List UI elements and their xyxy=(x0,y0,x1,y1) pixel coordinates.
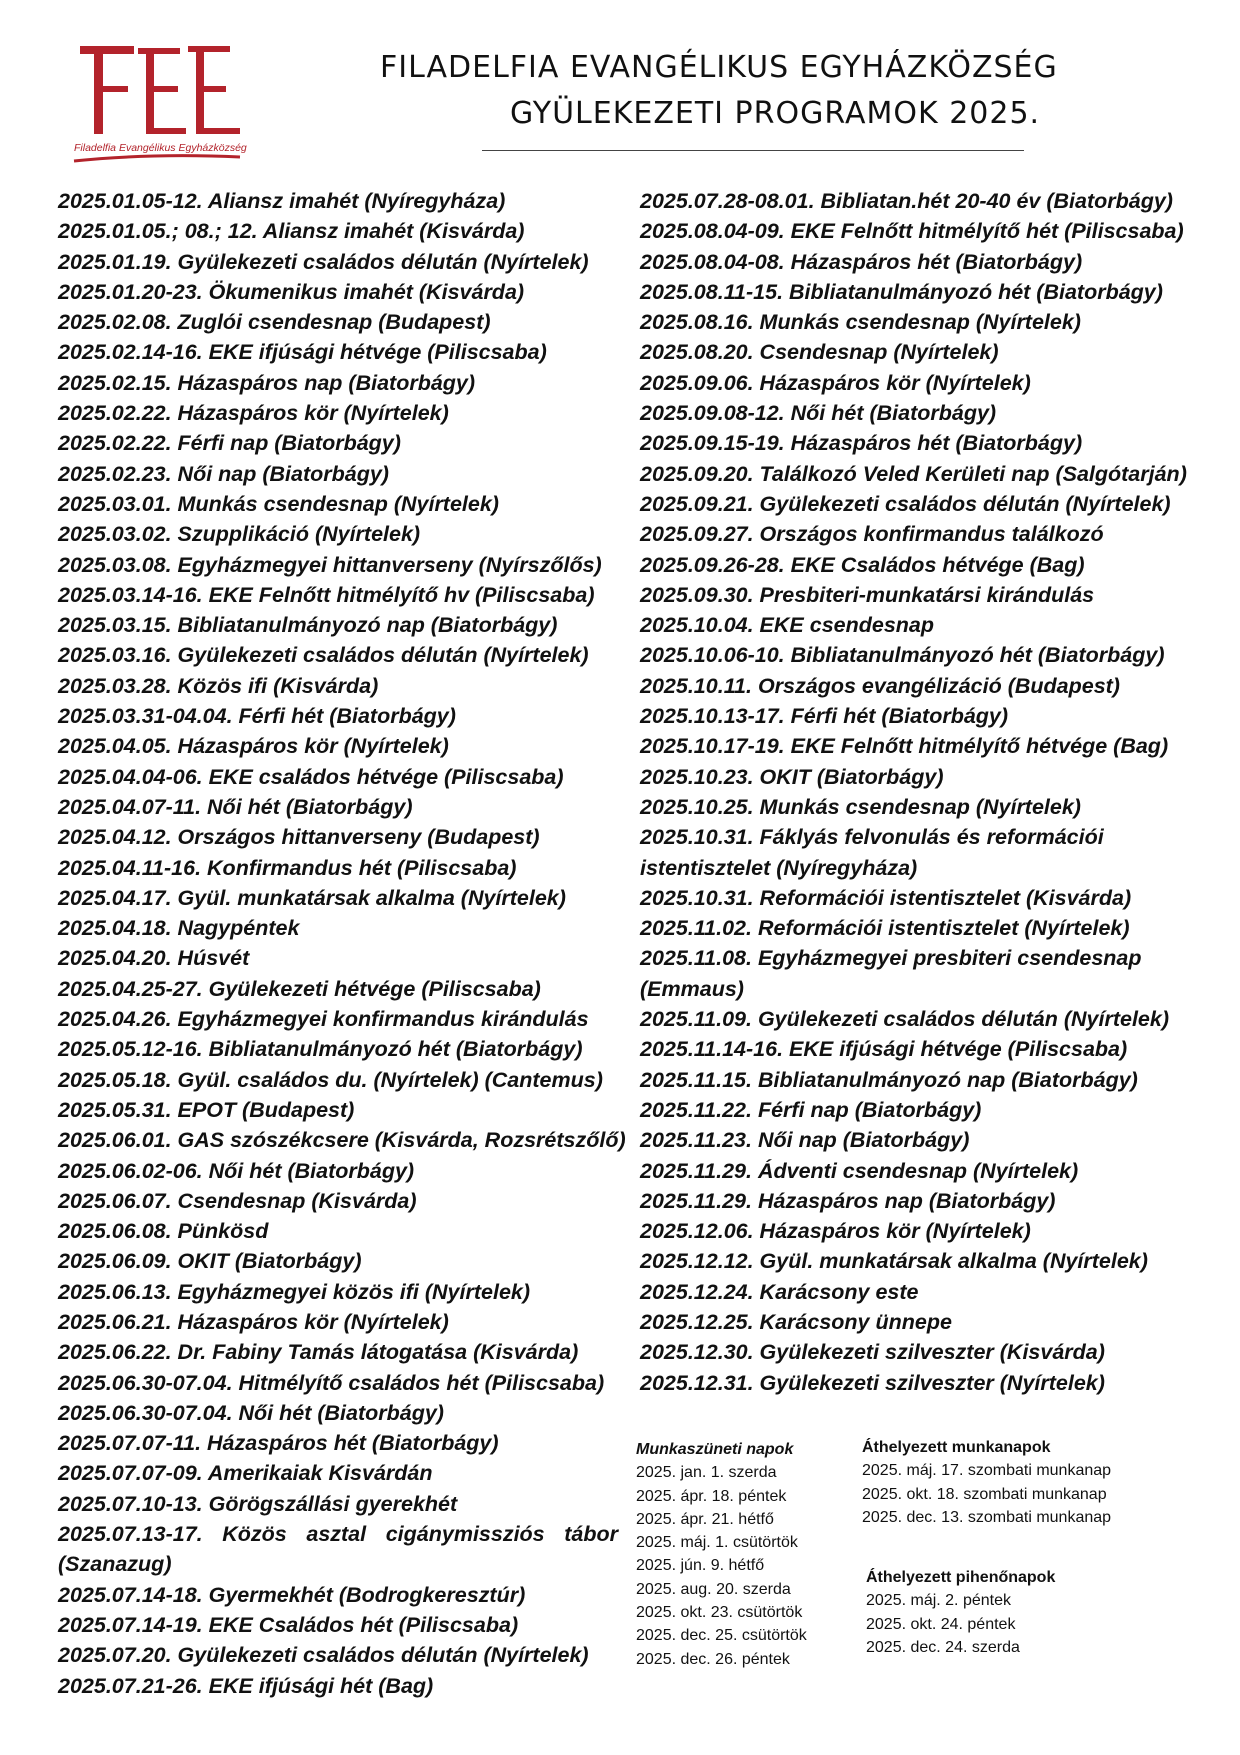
event-item: 2025.09.30. Presbiteri-munkatársi kirándulás xyxy=(640,582,1095,607)
event-item: 2025.07.07-11. Házaspáros hét (Biatorbágy) xyxy=(58,1431,499,1456)
event-item: 2025.01.20-23. Ökumenikus imahét (Kisvárda) xyxy=(58,279,525,304)
event-item: 2025.08.16. Munkás csendesnap (Nyírtelek) xyxy=(640,310,1081,335)
event-item: 2025.12.31. Gyülekezeti szilveszter (Nyírtelek) xyxy=(640,1370,1105,1395)
moved-restday-item: 2025. dec. 24. szerda xyxy=(866,1638,1020,1656)
event-item: 2025.11.22. Férfi nap (Biatorbágy) xyxy=(640,1097,982,1122)
holidays-list xyxy=(636,1461,856,1671)
logo-e2-top xyxy=(188,46,230,52)
holiday-item: 2025. jan. 1. szerda xyxy=(636,1464,777,1482)
logo-e1-bottom xyxy=(146,128,186,134)
event-item: 2025.08.11-15. Bibliatanulmányozó hét (Biatorbágy) xyxy=(640,279,1163,304)
holiday-item: 2025. okt. 23. csütörtök xyxy=(636,1604,803,1622)
event-item: 2025.06.30-07.04. Hitmélyítő családos hét (Piliscsaba) xyxy=(58,1370,605,1395)
event-item: 2025.07.20. Gyülekezeti családos délután (Nyírtelek) xyxy=(58,1643,589,1668)
moved-workday-item: 2025. máj. 17. szombati munkanap xyxy=(862,1462,1112,1480)
event-item: 2025.11.14-16. EKE ifjúsági hétvége (Piliscsaba) xyxy=(640,1037,1128,1062)
event-item: 2025.11.23. Női nap (Biatorbágy) xyxy=(640,1128,970,1153)
logo-caption: Filadelfia Evangélikus Egyházközség xyxy=(74,142,247,154)
event-item: 2025.09.15-19. Házaspáros hét (Biatorbágy) xyxy=(640,431,1083,456)
event-item: 2025.06.22. Dr. Fabiny Tamás látogatása (Kisvárda) xyxy=(58,1340,579,1365)
holiday-item: 2025. dec. 25. csütörtök xyxy=(636,1627,807,1645)
event-item: 2025.03.01. Munkás csendesnap (Nyírtelek) xyxy=(58,491,499,516)
event-item: 2025.12.06. Házaspáros kör (Nyírtelek) xyxy=(640,1219,1031,1244)
event-item: 2025.10.31. Fáklyás felvonulás és reformációi istentisztelet (Nyíregyháza) xyxy=(640,825,1104,880)
holiday-item: 2025. dec. 26. péntek xyxy=(636,1650,790,1668)
event-item: 2025.10.04. EKE csendesnap xyxy=(640,613,935,638)
event-item: 2025.10.25. Munkás csendesnap (Nyírtelek) xyxy=(640,794,1081,819)
event-item: 2025.06.08. Pünkösd xyxy=(58,1219,269,1244)
fee-logo xyxy=(72,40,252,170)
event-item: 2025.03.15. Bibliatanulmányozó nap (Biatorbágy) xyxy=(58,613,558,638)
moved-workday-item: 2025. okt. 18. szombati munkanap xyxy=(862,1485,1107,1503)
event-item: 2025.09.21. Gyülekezeti családos délután (Nyírtelek) xyxy=(640,491,1171,516)
event-item: 2025.10.11. Országos evangélizáció (Budapest) xyxy=(640,673,1120,698)
event-item: 2025.04.20. Húsvét xyxy=(58,946,250,971)
event-item: 2025.03.16. Gyülekezeti családos délután (Nyírtelek) xyxy=(58,643,589,668)
event-item: 2025.09.20. Találkozó Veled Kerületi nap (Salgótarján) xyxy=(640,461,1187,486)
logo-underline xyxy=(74,156,240,161)
event-item: 2025.02.15. Házaspáros nap (Biatorbágy) xyxy=(58,370,476,395)
logo-e1-top xyxy=(138,48,180,54)
event-item: 2025.01.19. Gyülekezeti családos délután (Nyírtelek) xyxy=(58,249,589,274)
event-item: 2025.06.30-07.04. Női hét (Biatorbágy) xyxy=(58,1400,444,1425)
event-item: 2025.10.31. Reformációi istentisztelet (Kisvárda) xyxy=(640,885,1132,910)
holiday-item: 2025. jún. 9. hétfő xyxy=(636,1557,765,1575)
event-item: 2025.09.27. Országos konfirmandus találkozó xyxy=(640,522,1104,547)
event-item: 2025.07.14-19. EKE Családos hét (Piliscsaba) xyxy=(58,1612,519,1637)
holidays-heading: Munkaszüneti napok xyxy=(636,1441,794,1458)
event-item: 2025.10.13-17. Férfi hét (Biatorbágy) xyxy=(640,704,1009,729)
event-item: 2025.05.18. Gyül. családos du. (Nyírtelek) (Cantemus) xyxy=(58,1067,603,1092)
event-item: 2025.09.06. Házaspáros kör (Nyírtelek) xyxy=(640,370,1031,395)
event-item: 2025.11.29. Házaspáros nap (Biatorbágy) xyxy=(640,1188,1056,1213)
event-item: 2025.05.12-16. Bibliatanulmányozó hét (Biatorbágy) xyxy=(58,1037,583,1062)
event-item: 2025.04.17. Gyül. munkatársak alkalma (Nyírtelek) xyxy=(58,885,566,910)
logo-f-mid xyxy=(94,86,128,92)
event-item: 2025.10.17-19. EKE Felnőtt hitmélyítő hétvége (Bag) xyxy=(640,734,1169,759)
moved-workdays-list xyxy=(862,1459,1132,1529)
event-item: 2025.07.07-09. Amerikaiak Kisvárdán xyxy=(58,1461,433,1486)
page-title: FILADELFIA EVANGÉLIKUS EGYHÁZKÖZSÉG xyxy=(380,50,1058,85)
event-item: 2025.02.14-16. EKE ifjúsági hétvége (Piliscsaba) xyxy=(58,340,547,365)
holiday-item: 2025. ápr. 18. péntek xyxy=(636,1487,787,1505)
moved-restday-item: 2025. okt. 24. péntek xyxy=(866,1615,1016,1633)
event-item: 2025.09.26-28. EKE Családos hétvége (Bag) xyxy=(640,552,1085,577)
event-item: 2025.04.18. Nagypéntek xyxy=(58,916,300,941)
event-item: 2025.07.13-17. Közös asztal cigánymissziós tábor (Szanazug) xyxy=(58,1522,618,1577)
page-subtitle: GYÜLEKEZETI PROGRAMOK 2025. xyxy=(510,96,1041,131)
moved-workdays-section xyxy=(862,1436,1132,1529)
event-item: 2025.03.31-04.04. Férfi hét (Biatorbágy) xyxy=(58,704,456,729)
logo-e2-mid xyxy=(196,86,226,92)
event-item: 2025.10.23. OKIT (Biatorbágy) xyxy=(640,764,944,789)
event-item: 2025.11.02. Reformációi istentisztelet (Nyírtelek) xyxy=(640,916,1130,941)
events-left-column xyxy=(58,186,626,1701)
event-item: 2025.04.25-27. Gyülekezeti hétvége (Piliscsaba) xyxy=(58,976,541,1001)
event-item: 2025.04.11-16. Konfirmandus hét (Piliscsaba) xyxy=(58,855,517,880)
event-item: 2025.03.28. Közös ifi (Kisvárda) xyxy=(58,673,379,698)
moved-workday-item: 2025. dec. 13. szombati munkanap xyxy=(862,1508,1112,1526)
event-item: 2025.04.26. Egyházmegyei konfirmandus kirándulás xyxy=(58,1007,589,1032)
moved-restdays-list xyxy=(866,1589,1116,1659)
holidays-section xyxy=(636,1438,856,1671)
event-item: 2025.02.23. Női nap (Biatorbágy) xyxy=(58,461,389,486)
event-item: 2025.03.02. Szupplikáció (Nyírtelek) xyxy=(58,522,421,547)
event-item: 2025.07.21-26. EKE ifjúsági hét (Bag) xyxy=(58,1673,434,1698)
event-item: 2025.04.07-11. Női hét (Biatorbágy) xyxy=(58,794,413,819)
moved-restdays-section xyxy=(866,1566,1116,1659)
moved-restdays-heading: Áthelyezett pihenőnapok xyxy=(866,1569,1056,1586)
event-item: 2025.06.02-06. Női hét (Biatorbágy) xyxy=(58,1158,415,1183)
event-item: 2025.08.04-09. EKE Felnőtt hitmélyítő hét (Piliscsaba) xyxy=(640,219,1184,244)
event-item: 2025.02.22. Házaspáros kör (Nyírtelek) xyxy=(58,401,449,426)
event-item: 2025.05.31. EPOT (Budapest) xyxy=(58,1097,355,1122)
event-item: 2025.03.08. Egyházmegyei hittanverseny (Nyírszőlős) xyxy=(58,552,602,577)
event-item: 2025.02.22. Férfi nap (Biatorbágy) xyxy=(58,431,401,456)
event-item: 2025.07.14-18. Gyermekhét (Bodrogkeresztúr) xyxy=(58,1582,526,1607)
moved-workdays-heading: Áthelyezett munkanapok xyxy=(862,1439,1051,1456)
event-item: 2025.11.09. Gyülekezeti családos délután (Nyírtelek) xyxy=(640,1007,1169,1032)
event-item: 2025.03.14-16. EKE Felnőtt hitmélyítő hv (Piliscsaba) xyxy=(58,582,595,607)
event-item: 2025.08.20. Csendesnap (Nyírtelek) xyxy=(640,340,999,365)
event-item: 2025.06.01. GAS szószékcsere (Kisvárda, Rozsrétszőlő) xyxy=(58,1128,626,1153)
event-item: 2025.12.25. Karácsony ünnepe xyxy=(640,1309,952,1334)
event-item: 2025.01.05-12. Aliansz imahét (Nyíregyháza) xyxy=(58,189,506,213)
event-item: 2025.06.21. Házaspáros kör (Nyírtelek) xyxy=(58,1309,449,1334)
event-item: 2025.01.05.; 08.; 12. Aliansz imahét (Kisvárda) xyxy=(58,219,525,244)
event-item: 2025.08.04-08. Házaspáros hét (Biatorbágy) xyxy=(640,249,1083,274)
event-item: 2025.06.09. OKIT (Biatorbágy) xyxy=(58,1249,362,1274)
logo-e1-mid xyxy=(146,86,178,92)
event-item: 2025.12.30. Gyülekezeti szilveszter (Kisvárda) xyxy=(640,1340,1105,1365)
holiday-item: 2025. ápr. 21. hétfő xyxy=(636,1510,774,1528)
event-item: 2025.06.13. Egyházmegyei közös ifi (Nyírtelek) xyxy=(58,1279,531,1304)
event-item: 2025.07.28-08.01. Bibliatan.hét 20-40 év (Biatorbágy) xyxy=(640,189,1173,213)
event-item: 2025.11.29. Ádventi csendesnap (Nyírtelek) xyxy=(640,1158,1079,1183)
logo-e2-bottom xyxy=(196,128,240,134)
event-item: 2025.04.04-06. EKE családos hétvége (Piliscsaba) xyxy=(58,764,564,789)
title-divider xyxy=(482,150,1024,151)
event-item: 2025.06.07. Csendesnap (Kisvárda) xyxy=(58,1188,417,1213)
holiday-item: 2025. aug. 20. szerda xyxy=(636,1580,791,1598)
event-item: 2025.11.08. Egyházmegyei presbiteri csendesnap (Emmaus) xyxy=(640,946,1142,1001)
event-item: 2025.12.24. Karácsony este xyxy=(640,1279,919,1304)
event-item: 2025.04.05. Házaspáros kör (Nyírtelek) xyxy=(58,734,449,759)
event-item: 2025.11.15. Bibliatanulmányozó nap (Biatorbágy) xyxy=(640,1067,1138,1092)
event-item: 2025.04.12. Országos hittanverseny (Budapest) xyxy=(58,825,540,850)
events-right-column xyxy=(640,186,1215,1398)
event-item: 2025.07.10-13. Görögszállási gyerekhét xyxy=(58,1491,458,1516)
event-item: 2025.10.06-10. Bibliatanulmányozó hét (Biatorbágy) xyxy=(640,643,1165,668)
event-item: 2025.02.08. Zuglói csendesnap (Budapest) xyxy=(58,310,491,335)
logo-f-top xyxy=(80,46,134,54)
holiday-item: 2025. máj. 1. csütörtök xyxy=(636,1534,798,1552)
event-item: 2025.09.08-12. Női hét (Biatorbágy) xyxy=(640,401,997,426)
event-item: 2025.12.12. Gyül. munkatársak alkalma (Nyírtelek) xyxy=(640,1249,1148,1274)
moved-restday-item: 2025. máj. 2. péntek xyxy=(866,1592,1011,1610)
